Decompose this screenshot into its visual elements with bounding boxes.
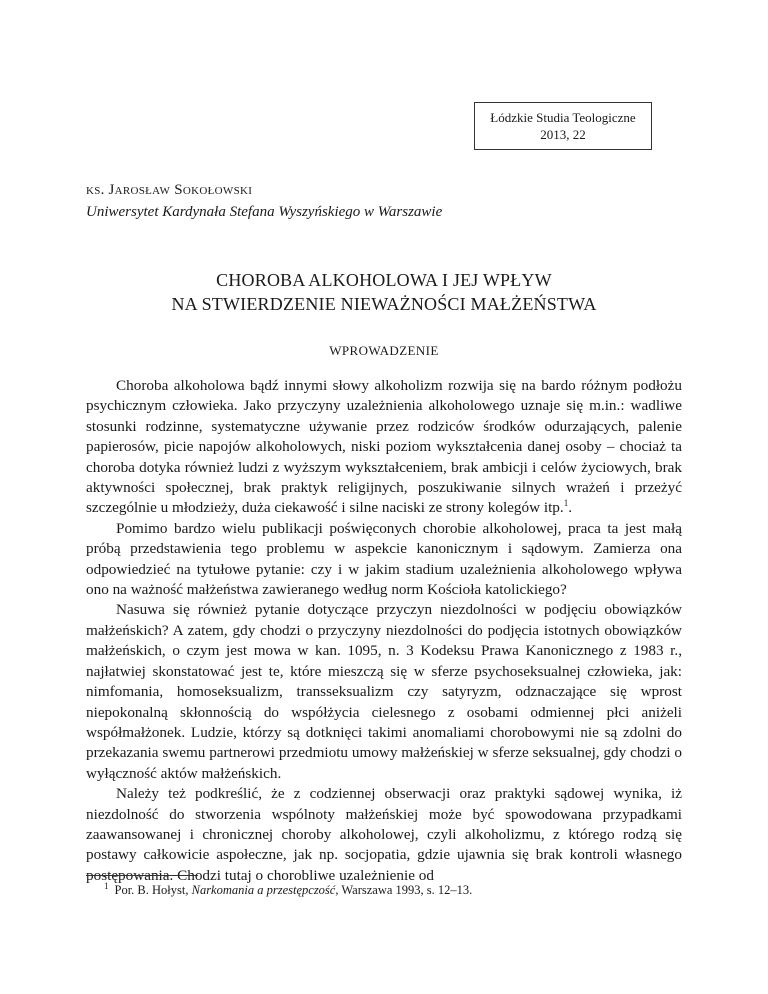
journal-name: Łódzkie Studia Teologiczne — [490, 110, 636, 125]
article-title — [86, 268, 682, 316]
footnote-prefix: Por. B. Hołyst, — [114, 883, 192, 898]
section-heading: WPROWADZENIE — [329, 343, 439, 358]
journal-issue: 2013, 22 — [540, 127, 586, 142]
paragraph-1 — [86, 376, 682, 519]
footnote-ref-1[interactable]: 1 — [563, 498, 569, 509]
paragraph-1-text: Choroba alkoholowa bądź innymi słowy alkoholizm rozwija się na bardo różnym podłożu psychicznym człowieka. Jako przyczyny uzależnienia alkoholowego uznaje się m.in.: wadliwe stosunki rodzinne, systematyczne używanie przez rodziców środków odurzających, palenie papierosów, picie napojów alkoholowych, niski poziom wykształcenia danej osoby – chociaż ta choroba dotyka również ludzi z wyższym wykształceniem, brak ambicji i celów życiowych, brak aktywności społecznej, brak praktyk religijnych, poszukiwanie silnych wrażeń i przeżyć szczególnie u młodzieży, duża ciekawość i silne naciski ze strony kolegów itp. — [86, 377, 682, 517]
footnote-suffix: , Warszawa 1993, s. 12–13. — [335, 883, 473, 898]
paragraph-1-end: . — [568, 499, 572, 517]
author-prefix: ks. — [86, 182, 105, 198]
author-line — [86, 180, 252, 200]
author-name: Jarosław Sokołowski — [108, 182, 253, 198]
journal-citation-box — [474, 102, 652, 150]
footnote-book-title: Narkomania a przestępczość — [191, 883, 336, 898]
paragraph-2: Pomimo bardzo wielu publikacji poświęconych chorobie alkoholowej, praca ta jest małą próbą przedstawienia tego problemu w aspekcie kanonicznym i sądowym. Zamierza ona odpowiedzieć na tytułowe pytanie: czy i w jakim stadium uzależnienia alkoholowego wpływa ono na ważność małżeństwa zawieranego według norm Kościoła katolickiego? — [86, 519, 682, 599]
article-title-line-1: CHOROBA ALKOHOLOWA I JEJ WPŁYW — [216, 270, 552, 290]
author-affiliation: Uniwersytet Kardynała Stefana Wyszyńskiego w Warszawie — [86, 204, 443, 220]
paragraph-3: Nasuwa się również pytanie dotyczące przyczyn niezdolności w podjęciu obowiązków małżeńskich? A zatem, gdy chodzi o przyczyny niezdolności do podjęcia istotnych obowiązków małżeńskich, o czym jest mowa w kan. 1095, n. 3 Kodeksu Prawa Kanonicznego z 1983 r., najłatwiej skonstatować jest te, które mieszczą się w sferze psychoseksualnej człowieka, jak: nimfomania, homoseksualizm, transseksualizm czy satyryzm, odznaczające się wprost niepokonalną skłonnością do współżycia cielesnego z osobami odmiennej płci aniżeli współmałżonek. Ludzie, którzy są dotknięci takimi anomaliami chorobowymi nie są zdolni do przekazania swemu partnerowi przedmiotu umowy małżeńskiej w sferze seksualnej, gdy chodzi o wyłączność aktów małżeńskich. — [86, 601, 682, 782]
article-body — [86, 376, 682, 886]
footnote-1 — [104, 878, 472, 898]
article-title-line-2: NA STWIERDZENIE NIEWAŻNOŚCI MAŁŻEŃSTWA — [171, 294, 597, 314]
footnote-number: 1 — [104, 881, 109, 891]
footnote-divider — [86, 875, 198, 876]
paragraph-4: Należy też podkreślić, że z codziennej obserwacji oraz praktyki sądowej wynika, iż niezdolność do stworzenia wspólnoty małżeńskiej może być spowodowana przypadkami zaawansowanej i chronicznej choroby alkoholowej, czyli alkoholizmu, z którego rodzą się postawy całkowicie aspołeczne, jak np. socjopatia, gdzie ujawnia się brak kontroli własnego postępowania. Chodzi tutaj o chorobliwe uzależnienie od — [86, 785, 682, 884]
